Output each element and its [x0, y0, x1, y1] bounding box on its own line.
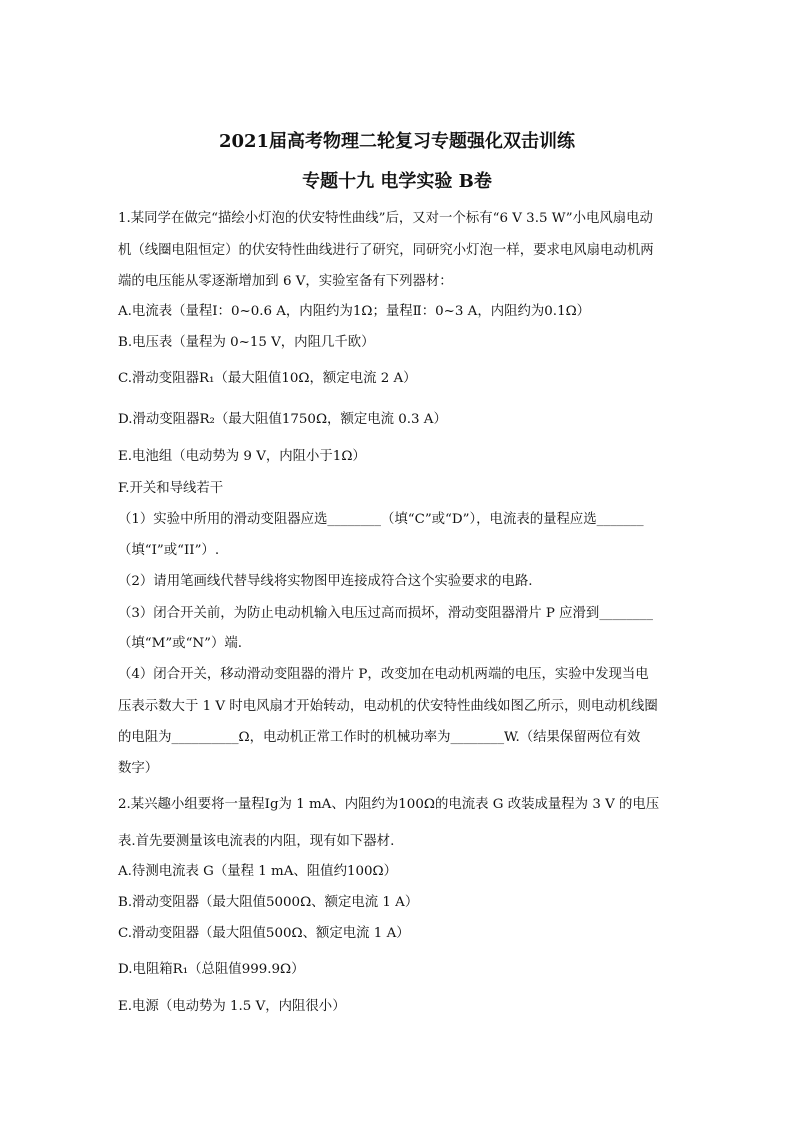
text-line: D.滑动变阻器R₂（最大阻值1750Ω，额定电流 0.3 A）	[118, 412, 447, 427]
text-line: 1.某同学在做完“描绘小灯泡的伏安特性曲线”后，又对一个标有“6 V 3.5 W”小电风扇电动	[118, 211, 653, 226]
text-line: （3）闭合开关前，为防止电动机输入电压过高而损坏，滑动变阻器滑片 P 应滑到________	[118, 606, 653, 621]
text-line: （2）请用笔画线代替导线将实物图甲连接成符合这个实验要求的电路.	[118, 574, 533, 589]
text-line: 端的电压能从零逐渐增加到 6 V，实验室备有下列器材：	[118, 274, 453, 289]
text-line: 表.首先要测量该电流表的内阻，现有如下器材.	[118, 834, 395, 849]
text-line: 压表示数大于 1 V 时电风扇才开始转动，电动机的伏安特性曲线如图乙所示，则电动机线圈	[118, 699, 658, 714]
text-line: C.滑动变阻器R₁（最大阻值10Ω，额定电流 2 A）	[118, 371, 417, 386]
text-line: （1）实验中所用的滑动变阻器应选________（填“C”或“D”），电流表的量程应选_______	[118, 512, 644, 527]
text-line: （填“M”或“N”）端.	[118, 636, 243, 651]
text-line: A.待测电流表 G（量程 1 mA、阻值约100Ω）	[118, 864, 398, 879]
text-line: D.电阻箱R₁（总阻值999.9Ω）	[118, 962, 305, 977]
text-line: 数字）	[118, 761, 159, 776]
document-title: 2021届高考物理二轮复习专题强化双击训练	[218, 131, 576, 152]
text-line: 2.某兴趣小组要将一量程Ig为 1 mA、内阻约为100Ω的电流表 G 改装成量程为 3 V 的电压	[118, 797, 660, 812]
text-line: B.滑动变阻器（最大阻值5000Ω、额定电流 1 A）	[118, 895, 419, 910]
text-line: A.电流表（量程Ⅰ：0~0.6 A，内阻约为1Ω；量程Ⅱ：0~3 A，内阻约为0.1Ω）	[118, 304, 591, 319]
text-line: 的电阻为__________Ω，电动机正常工作时的机械功率为________W.（结果保留两位有效	[118, 730, 641, 745]
text-line: 机（线圈电阻恒定）的伏安特性曲线进行了研究，同研究小灯泡一样，要求电风扇电动机两	[118, 243, 654, 258]
text-line: （填“I”或“II”）.	[118, 543, 220, 558]
text-line: F.开关和导线若干	[118, 481, 224, 496]
text-line: C.滑动变阻器（最大阻值500Ω、额定电流 1 A）	[118, 926, 410, 941]
text-line: E.电池组（电动势为 9 V，内阻小于1Ω）	[118, 449, 366, 464]
text-line: （4）闭合开关，移动滑动变阻器的滑片 P，改变加在电动机两端的电压，实验中发现当电	[118, 667, 649, 682]
text-line: E.电源（电动势为 1.5 V，内阻很小）	[118, 999, 346, 1014]
document-subtitle: 专题十九 电学实验 B卷	[302, 171, 492, 192]
text-line: B.电压表（量程为 0~15 V，内阻几千欧）	[118, 335, 375, 350]
